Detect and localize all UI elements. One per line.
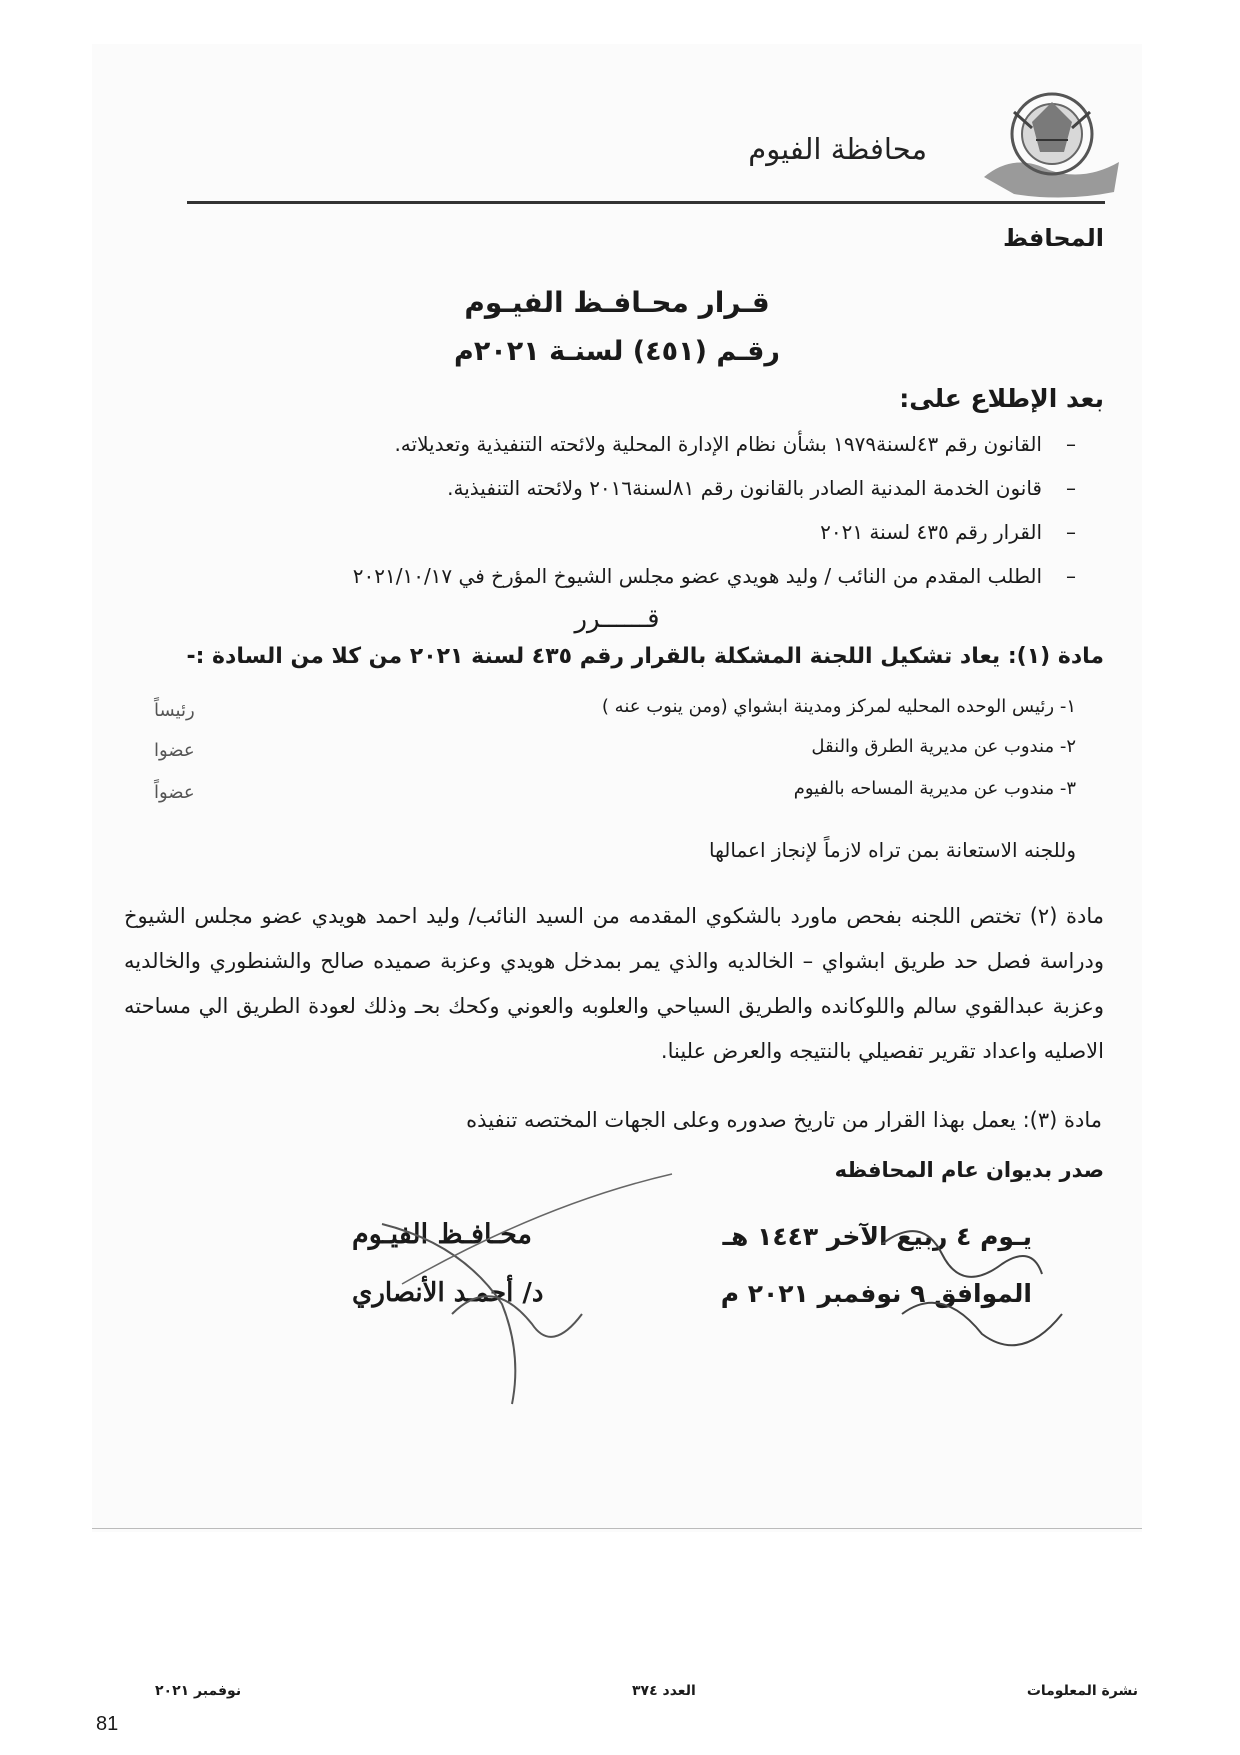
decides-heading: قــــــرر	[574, 604, 660, 634]
member-role: رئيساً	[154, 700, 195, 721]
handwritten-signature-icon	[342, 1164, 1092, 1414]
page-number: 81	[96, 1713, 119, 1735]
issued-at: صدر بديوان عام المحافظه	[834, 1158, 1104, 1182]
office-label: المحافظ	[1002, 224, 1104, 252]
member-item: ٢- مندوب عن مديرية الطرق والنقل	[811, 736, 1076, 757]
member-role: عضواً	[154, 782, 195, 803]
reference-item: –قانون الخدمة المدنية الصادر بالقانون رقم ٨١لسنة٢٠١٦ ولائحته التنفيذية.	[447, 476, 1076, 500]
member-item: ١- رئيس الوحده المحليه لمركز ومدينة ابشواي (ومن ينوب عنه )	[601, 696, 1076, 717]
gregorian-date: الموافق ٩ نوفمبر ٢٠٢١ م	[720, 1279, 1032, 1308]
member-role: عضوا	[154, 740, 195, 761]
header-rule	[187, 201, 1105, 204]
article-2: مادة (٢) تختص اللجنه بفحص ماورد بالشكوي المقدمه من السيد النائب/ وليد احمد هويدي عضو مجلس الشيوخ ودراسة فصل حد طريق ابشواي – الخالديه والذي يمر بمدخل هويدي وعزبة صميده صالح والشنطوري والخالديه وعزبة عبدالقوي سالم واللوكانده والطريق السياحي والعلوبه والعوني وكحك بحـ وذلك لعودة الطريق الي مساحته الاصليه واعداد تقرير تفصيلي بالنتيجه والعرض علينا.	[124, 904, 1104, 1063]
decree-title: قـرار محـافـظ الفيـوم	[464, 286, 770, 319]
reference-item: –القانون رقم ٤٣لسنة١٩٧٩ بشأن نظام الإدارة المحلية ولائحته التنفيذية وتعديلاته.	[394, 432, 1076, 456]
decree-number: رقـم (٤٥١) لسنـة ٢٠٢١م	[454, 336, 780, 367]
signatory-title: محـافـظ الفيـوم	[352, 1219, 532, 1250]
scanned-document	[92, 44, 1142, 1532]
footer-issue: العدد ٣٧٤	[632, 1683, 696, 1699]
reference-item: –الطلب المقدم من النائب / وليد هويدي عضو مجلس الشيوخ المؤرخ في ٢٠٢١/١٠/١٧	[352, 564, 1076, 588]
hijri-date: يـوم ٤ ربيع الآخر ١٤٤٣ هـ	[722, 1222, 1032, 1251]
scan-edge	[92, 1528, 1142, 1529]
reference-item: –القرار رقم ٤٣٥ لسنة ٢٠٢١	[820, 520, 1076, 544]
footer-publication: نشرة المعلومات	[1026, 1683, 1138, 1699]
committee-assistance: وللجنه الاستعانة بمن تراه لازماً لإنجاز اعمالها	[708, 838, 1076, 862]
member-item: ٣- مندوب عن مديرية المساحه بالفيوم	[793, 778, 1076, 799]
governorate-emblem-icon	[974, 82, 1124, 202]
article-1: مادة (١): يعاد تشكيل اللجنة المشكلة بالقرار رقم ٤٣٥ لسنة ٢٠٢١ من كلا من السادة :-	[186, 644, 1104, 669]
footer-date: نوفمبر ٢٠٢١	[155, 1683, 242, 1699]
governorate-name: محافظة الفيوم	[748, 132, 927, 166]
preamble-heading: بعد الإطلاع على:	[899, 384, 1104, 413]
signatory-name: د/ أحمـد الأنصاري	[352, 1278, 544, 1308]
article-3: مادة (٣): يعمل بهذا القرار من تاريخ صدوره وعلى الجهات المختصه تنفيذه	[466, 1108, 1102, 1132]
